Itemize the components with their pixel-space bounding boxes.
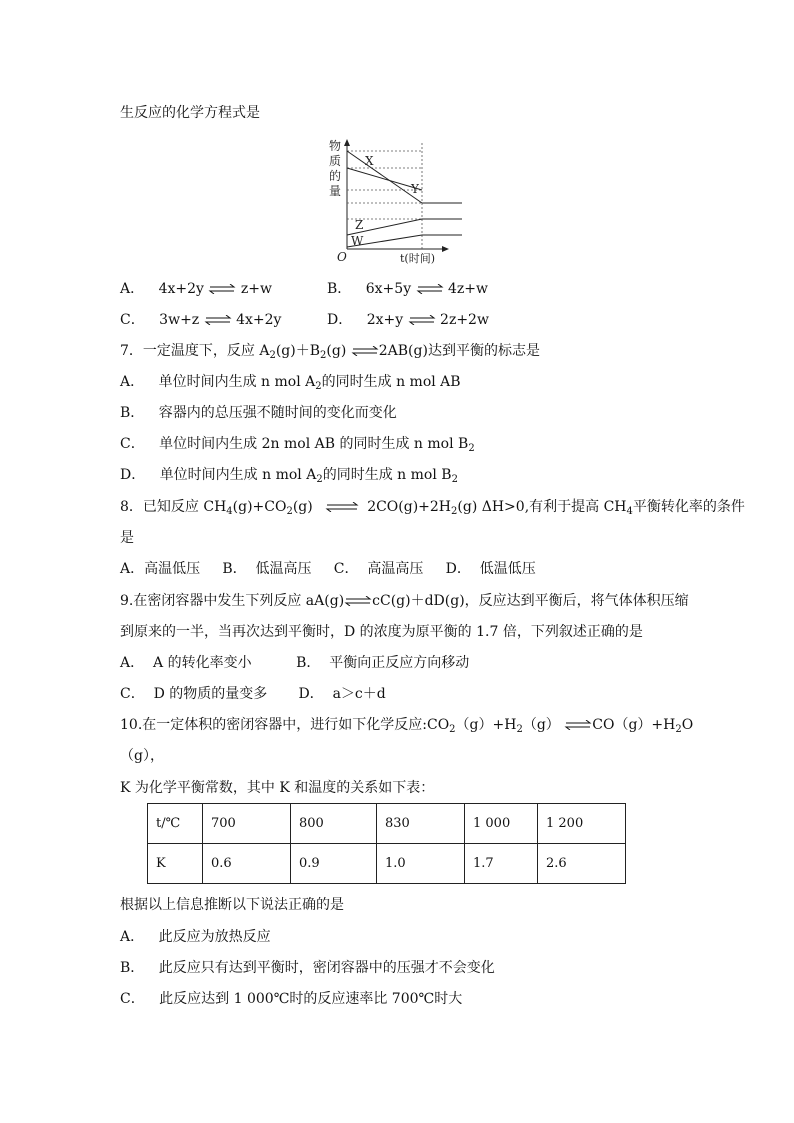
table-cell: 2.6	[538, 844, 626, 884]
sub: 2	[675, 724, 682, 735]
sub: 4	[226, 506, 233, 517]
equilibrium-arrow-icon	[351, 346, 379, 356]
q7-stem-c: (g)	[326, 343, 347, 359]
q7-option-b	[120, 403, 397, 423]
q9-stem-a: 9.在密闭容器中发生下列反应 aA(g)	[120, 593, 345, 609]
sub: 4	[626, 506, 633, 517]
sub: 2	[320, 350, 327, 361]
k-temperature-table	[147, 803, 626, 884]
opt-a-right: z+w	[240, 281, 272, 297]
q10-after: 根据以上信息推断以下说法正确的是	[120, 897, 344, 913]
sub: 2	[516, 724, 523, 735]
q8-stem-cont: 是	[120, 530, 134, 546]
graph-label-w: W	[351, 234, 364, 248]
q6-options-ab	[120, 279, 489, 299]
q8-stem-d: 2CO(g)+2H	[367, 499, 452, 515]
sub: 2	[468, 443, 475, 454]
opt-a-left: 4x+2y	[158, 281, 204, 297]
table-cell: 1.7	[465, 844, 538, 884]
opt-b-letter: B．	[327, 281, 352, 297]
text: 的同时生成 n mol AB	[321, 374, 461, 390]
equilibrium-arrow-icon	[325, 502, 359, 512]
table-row	[148, 804, 626, 844]
q9-stem-line1	[120, 591, 689, 611]
sub: 2	[315, 381, 322, 392]
table-cell: t/℃	[148, 804, 203, 844]
q6-stem: 生反应的化学方程式是	[120, 105, 260, 121]
q6-graph	[325, 135, 465, 265]
sub: 2	[286, 506, 293, 517]
equilibrium-arrow-icon	[208, 284, 236, 294]
equilibrium-arrow-icon	[344, 596, 372, 606]
table-cell: 1.0	[377, 844, 465, 884]
q9-stem-b: cC(g)＋dD(g)，反应达到平衡后，将气体体积压缩	[372, 593, 689, 609]
q10-stem-line1	[120, 715, 693, 740]
table-cell: 1 000	[465, 804, 538, 844]
letter: B．	[120, 960, 145, 976]
equilibrium-arrow-icon	[416, 284, 444, 294]
q10-stem-a: 10.在一定体积的密闭容器中，进行如下化学反应:CO	[120, 717, 450, 733]
letter: A．	[120, 929, 145, 945]
table-cell: 1 200	[538, 804, 626, 844]
text: 单位时间内生成 n mol A	[159, 467, 317, 483]
letter: C．	[120, 436, 145, 452]
q10-stem-c: （g）	[522, 717, 560, 733]
sub: 2	[451, 506, 458, 517]
q10-stem-d: CO（g）+H	[592, 717, 676, 733]
graph-xlabel: t(时间)	[400, 252, 436, 265]
graph-label-x: X	[365, 154, 374, 168]
q10-option-c	[120, 989, 462, 1009]
table-cell: 0.6	[203, 844, 291, 884]
text: 单位时间内生成 2n mol AB 的同时生成 n mol B	[159, 436, 469, 452]
q10-option-a	[120, 927, 271, 947]
graph-ylabel-3: 量	[329, 184, 342, 198]
q7-stem-d: 2AB(g)达到平衡的标志是	[378, 343, 540, 359]
q7-stem	[120, 341, 540, 366]
graph-label-y: Y	[411, 182, 419, 196]
graph-ylabel-1: 质	[329, 154, 342, 168]
opt-d-right: 2z+2w	[440, 312, 489, 328]
text: 的同时生成 n mol B	[322, 467, 452, 483]
opt-b-left: 6x+5y	[365, 281, 412, 297]
letter: D．	[120, 467, 146, 483]
q8-stem-c: (g)	[292, 499, 313, 515]
sub: 2	[451, 474, 458, 485]
q8-stem-b: (g)+CO	[232, 499, 287, 515]
graph-origin: O	[337, 250, 347, 264]
opt-d-letter: D．	[327, 312, 353, 328]
sub: 2	[269, 350, 276, 361]
q10-stem-line2: （g），	[120, 748, 164, 764]
q8-stem-f: 平衡转化率的条件	[632, 499, 745, 515]
table-cell: K	[148, 844, 203, 884]
equilibrium-arrow-icon	[204, 315, 232, 325]
graph-ylabel-2: 的	[329, 169, 342, 183]
q7-option-a	[120, 372, 461, 397]
table-row	[148, 844, 626, 884]
q6-options-cd	[120, 310, 489, 330]
q8-stem	[120, 497, 745, 522]
q8-stem-a: 8．已知反应 CH	[120, 499, 227, 515]
q7-stem-b: (g)＋B	[275, 343, 321, 359]
text: 此反应达到 1 000℃时的反应速率比 700℃时大	[159, 991, 463, 1007]
q7-option-d	[120, 465, 458, 490]
sub: 2	[316, 474, 323, 485]
q10-stem-e: O	[681, 717, 694, 733]
table-cell: 800	[291, 804, 377, 844]
letter: C．	[120, 991, 145, 1007]
table-cell: 0.9	[291, 844, 377, 884]
opt-c-letter: C．	[120, 312, 145, 328]
text: 单位时间内生成 n mol A	[158, 374, 316, 390]
text: 此反应只有达到平衡时，密闭容器中的压强才不会变化	[158, 960, 495, 976]
q7-stem-a: 7．一定温度下，反应 A	[120, 343, 270, 359]
q8-stem-e: (g) ΔH>0,有利于提高 CH	[457, 499, 627, 515]
opt-c-right: 4x+2y	[236, 312, 282, 328]
q7-option-c	[120, 434, 475, 459]
graph-label-z: Z	[355, 218, 364, 232]
opt-b-right: 4z+w	[448, 281, 489, 297]
opt-a-letter: A．	[120, 281, 145, 297]
q9-options-ab: A． A 的转化率变小 B． 平衡向正反应方向移动	[120, 655, 470, 671]
table-cell: 830	[377, 804, 465, 844]
table-cell: 700	[203, 804, 291, 844]
q10-option-b	[120, 958, 495, 978]
q9-stem-line2: 到原来的一半，当再次达到平衡时，D 的浓度为原平衡的 1.7 倍，下列叙述正确的是	[120, 624, 643, 640]
q9-options-cd: C． D 的物质的量变多 D． a＞c＋d	[120, 686, 386, 702]
opt-d-left: 2x+y	[366, 312, 404, 328]
text: 此反应为放热反应	[158, 929, 271, 945]
letter: A．	[120, 374, 145, 390]
text: 容器内的总压强不随时间的变化而变化	[158, 405, 397, 421]
opt-c-left: 3w+z	[159, 312, 200, 328]
q8-options: A．高温低压 B． 低温高压 C． 高温高压 D． 低温低压	[120, 561, 536, 577]
letter: B．	[120, 405, 145, 421]
equilibrium-arrow-icon	[564, 720, 592, 730]
sub: 2	[449, 724, 456, 735]
q10-stem-line3: K 为化学平衡常数，其中 K 和温度的关系如下表：	[120, 780, 435, 796]
q10-stem-b: （g）+H	[455, 717, 517, 733]
graph-ylabel-0: 物	[329, 139, 342, 153]
equilibrium-arrow-icon	[408, 315, 436, 325]
